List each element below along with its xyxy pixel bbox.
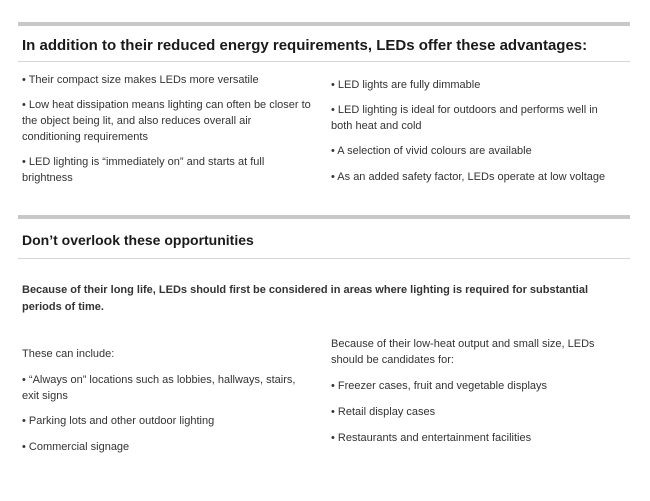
opportunities-heading-underline: [18, 258, 630, 259]
advantages-heading: In addition to their reduced energy requirements, LEDs offer these advantages:: [22, 37, 588, 54]
advantage-item: • Low heat dissipation means lighting can often be closer to the object being lit, and also reduces overall air conditioning requirements: [22, 99, 311, 143]
opportunities-left-intro: These can include:: [22, 348, 115, 360]
advantage-item: • As an added safety factor, LEDs operate at low voltage: [331, 171, 606, 183]
advantage-item: • LED lights are fully dimmable: [331, 79, 481, 91]
opportunity-item: • “Always on” locations such as lobbies, hallways, stairs, exit signs: [22, 374, 296, 402]
opportunity-item: • Commercial signage: [22, 441, 130, 453]
opportunity-item: • Parking lots and other outdoor lighting: [22, 415, 215, 427]
top-section-divider: [18, 22, 630, 26]
opportunities-right-column: [331, 336, 621, 446]
opportunity-item: • Freezer cases, fruit and vegetable displays: [331, 380, 548, 392]
opportunities-right-intro: Because of their low-heat output and small size, LEDs should be candidates for:: [331, 338, 595, 366]
advantage-item: • LED lighting is “immediately on” and starts at full brightness: [22, 156, 265, 184]
advantage-item: • Their compact size makes LEDs more versatile: [22, 74, 259, 86]
advantage-item: • A selection of vivid colours are available: [331, 145, 532, 157]
middle-section-divider: [18, 215, 630, 219]
opportunity-item: • Retail display cases: [331, 406, 436, 418]
advantage-item: • LED lighting is ideal for outdoors and performs well in both heat and cold: [331, 104, 598, 132]
opportunities-lead: Because of their long life, LEDs should first be considered in areas where lighting is required for substantial periods of time.: [22, 284, 589, 313]
advantages-left-column: [22, 72, 312, 186]
advantages-heading-underline: [18, 61, 630, 62]
opportunities-heading: Don’t overlook these opportunities: [22, 232, 254, 248]
opportunity-item: • Restaurants and entertainment facilities: [331, 432, 532, 444]
opportunities-left-column: [22, 346, 312, 455]
advantages-right-column: [331, 77, 621, 185]
